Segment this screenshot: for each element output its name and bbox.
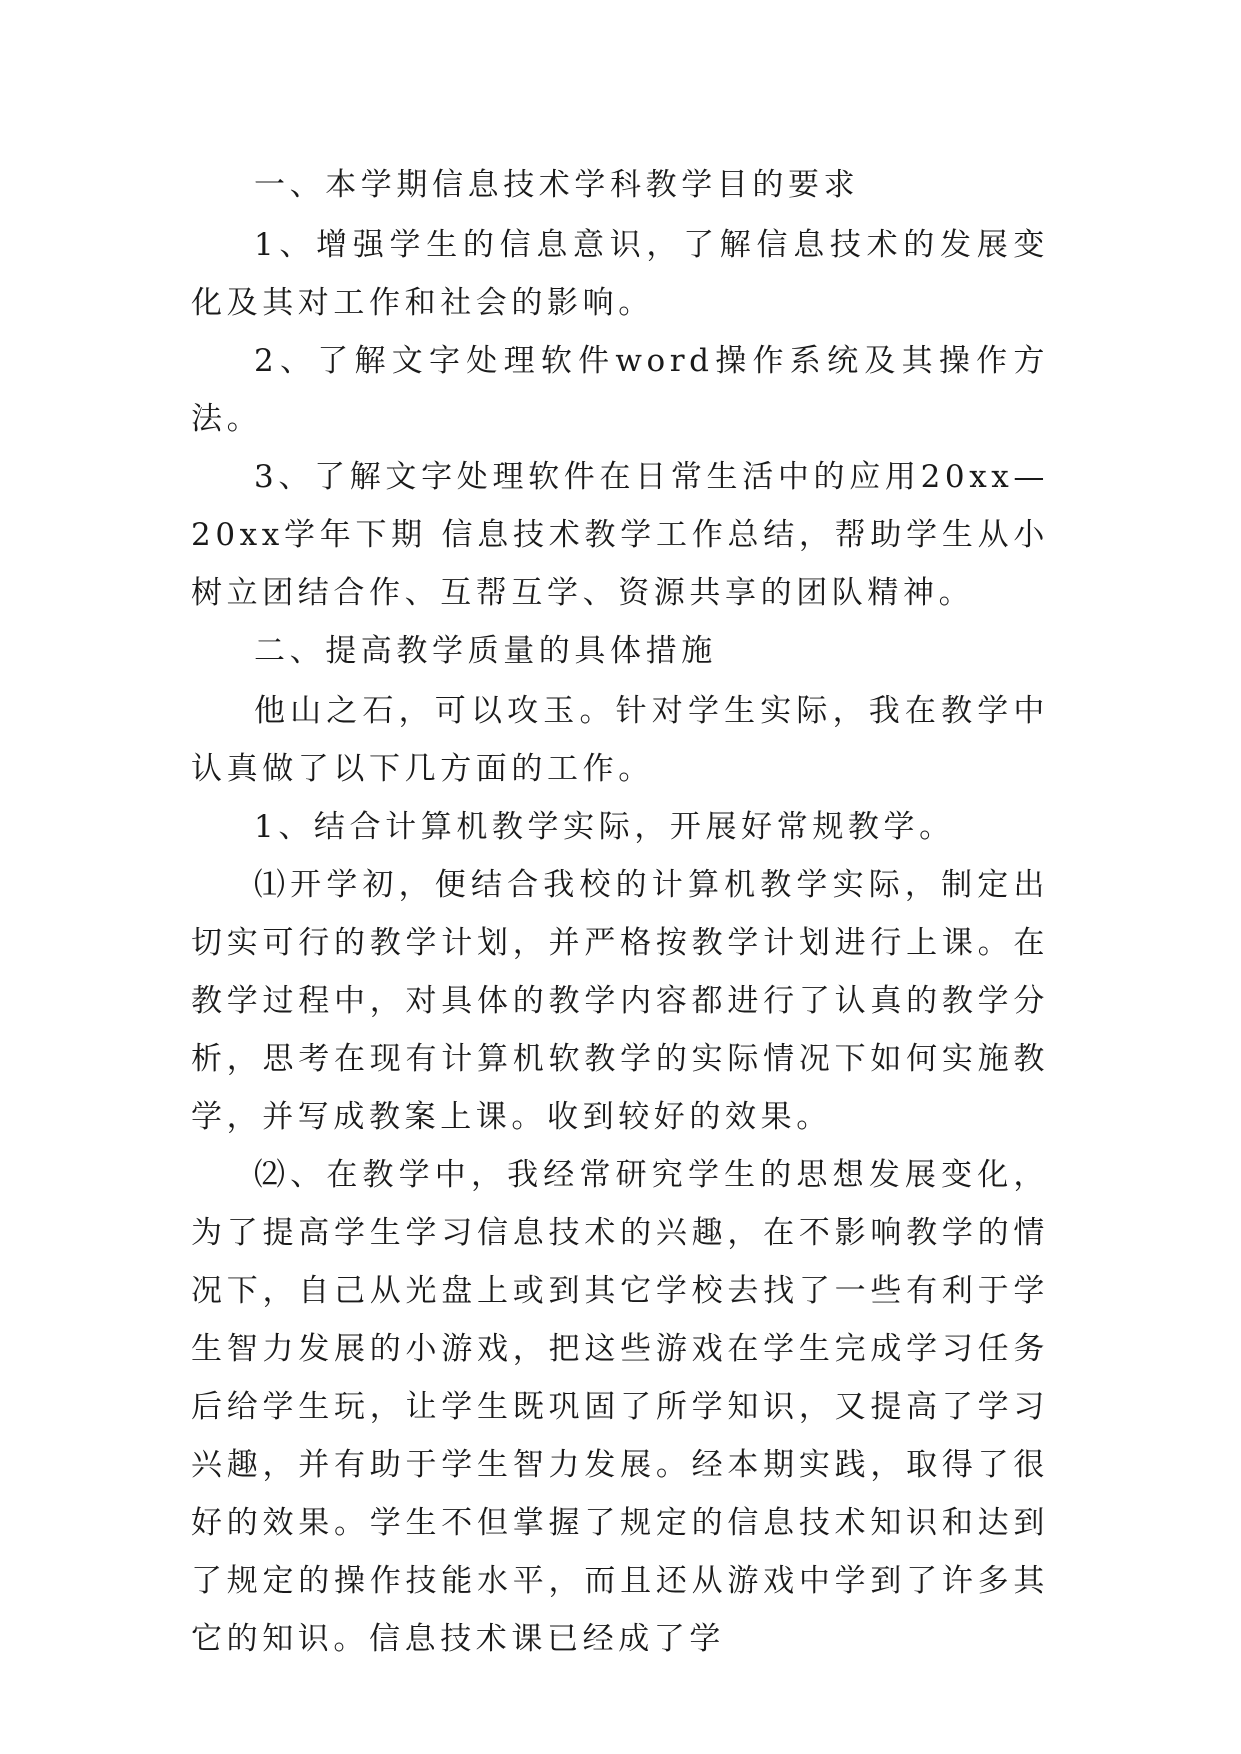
paragraph-objective-3: 3、了解文字处理软件在日常生活中的应用20xx—20xx学年下期 信息技术教学工作总结，帮助学生从小树立团结合作、互帮互学、资源共享的团队精神。 bbox=[191, 459, 1049, 611]
paragraph-measure-1: 1、结合计算机教学实际，开展好常规教学。 bbox=[254, 809, 955, 845]
paragraph-measure-1-sub-2: ⑵、在教学中，我经常研究学生的思想发展变化，为了提高学生学习信息技术的兴趣，在不影响教学的情况下，自己从光盘上或到其它学校去找了一些有利于学生智力发展的小游戏，把这些游戏在学生完成学习任务后给学生玩，让学生既巩固了所学知识，又提高了学习兴趣，并有助于学生智力发展。经本期实践，取得了很好的效果。学生不但掌握了规定的信息技术知识和达到了规定的操作技能水平，而且还从游戏中学到了许多其它的知识。信息技术课已经成了学 bbox=[191, 1157, 1049, 1657]
paragraph-objective-2: 2、了解文字处理软件word操作系统及其操作方法。 bbox=[191, 343, 1049, 437]
document-body bbox=[191, 156, 1049, 1668]
section-heading-objectives: 一、本学期信息技术学科教学目的要求 bbox=[254, 167, 860, 203]
section-heading-measures: 二、提高教学质量的具体措施 bbox=[254, 633, 717, 669]
paragraph-measures-intro: 他山之石，可以攻玉。针对学生实际，我在教学中认真做了以下几方面的工作。 bbox=[191, 693, 1049, 787]
paragraph-objective-1: 1、增强学生的信息意识，了解信息技术的发展变化及其对工作和社会的影响。 bbox=[191, 227, 1049, 321]
paragraph-measure-1-sub-1: ⑴开学初，便结合我校的计算机教学实际，制定出切实可行的教学计划，并严格按教学计划进行上课。在教学过程中，对具体的教学内容都进行了认真的教学分析，思考在现有计算机软教学的实际情况下如何实施教学，并写成教案上课。收到较好的效果。 bbox=[191, 867, 1049, 1135]
